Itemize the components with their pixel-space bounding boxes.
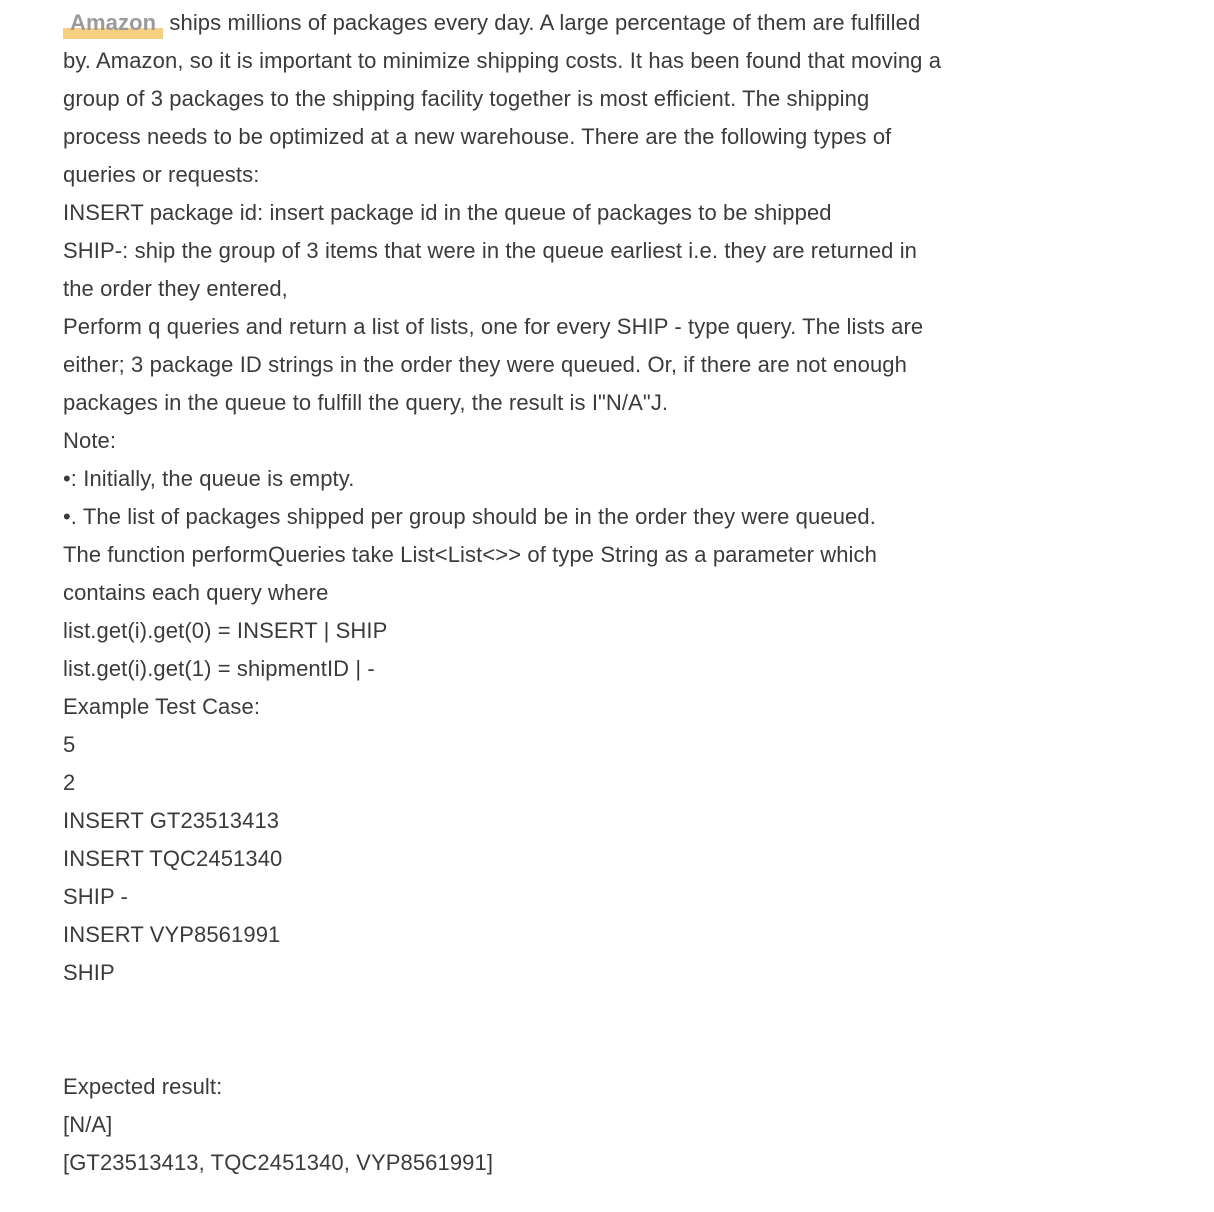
paragraph-line: packages in the queue to fulfill the query, the result is I"N/A"J.: [63, 390, 669, 415]
problem-statement: [63, 4, 1063, 1182]
expected-result-line: [GT23513413, TQC2451340, VYP8561991]: [63, 1150, 494, 1175]
paragraph-line: group of 3 packages to the shipping facility together is most efficient. The shipping: [63, 86, 870, 111]
highlighted-term: Amazon: [63, 4, 163, 42]
example-input-line: INSERT VYP8561991: [63, 922, 281, 947]
example-input-line: 2: [63, 770, 76, 795]
paragraph-line: either; 3 package ID strings in the order they were queued. Or, if there are not enough: [63, 352, 907, 377]
spacer: [63, 992, 1063, 1030]
query-definition-insert: INSERT package id: insert package id in the queue of packages to be shipped: [63, 200, 832, 225]
paragraph-line: [63, 4, 1063, 42]
paragraph-line: queries or requests:: [63, 162, 260, 187]
spacer: [63, 1030, 1063, 1068]
paragraph-line: Perform q queries and return a list of lists, one for every SHIP - type query. The lists are: [63, 314, 924, 339]
paragraph-line: process needs to be optimized at a new warehouse. There are the following types of: [63, 124, 892, 149]
example-heading: Example Test Case:: [63, 694, 261, 719]
first-line-text: ships millions of packages every day. A large percentage of them are fulfilled: [163, 10, 921, 35]
expected-result-heading: Expected result:: [63, 1074, 223, 1099]
example-input-line: SHIP -: [63, 884, 128, 909]
code-line: list.get(i).get(1) = shipmentID | -: [63, 656, 375, 681]
note-item: •: Initially, the queue is empty.: [63, 466, 355, 491]
expected-result-line: [N/A]: [63, 1112, 113, 1137]
note-item: •. The list of packages shipped per group should be in the order they were queued.: [63, 504, 876, 529]
example-input-line: INSERT GT23513413: [63, 808, 280, 833]
paragraph-line: the order they entered,: [63, 276, 288, 301]
example-input-line: 5: [63, 732, 76, 757]
paragraph-line: by. Amazon, so it is important to minimize shipping costs. It has been found that moving a: [63, 48, 942, 73]
paragraph-line: contains each query where: [63, 580, 329, 605]
query-definition-ship: SHIP-: ship the group of 3 items that were in the queue earliest i.e. they are returned in: [63, 238, 918, 263]
example-input-line: SHIP: [63, 960, 115, 985]
note-heading: Note:: [63, 428, 117, 453]
code-line: list.get(i).get(0) = INSERT | SHIP: [63, 618, 388, 643]
paragraph-line: The function performQueries take List<List<>> of type String as a parameter which: [63, 542, 877, 567]
example-input-line: INSERT TQC2451340: [63, 846, 283, 871]
